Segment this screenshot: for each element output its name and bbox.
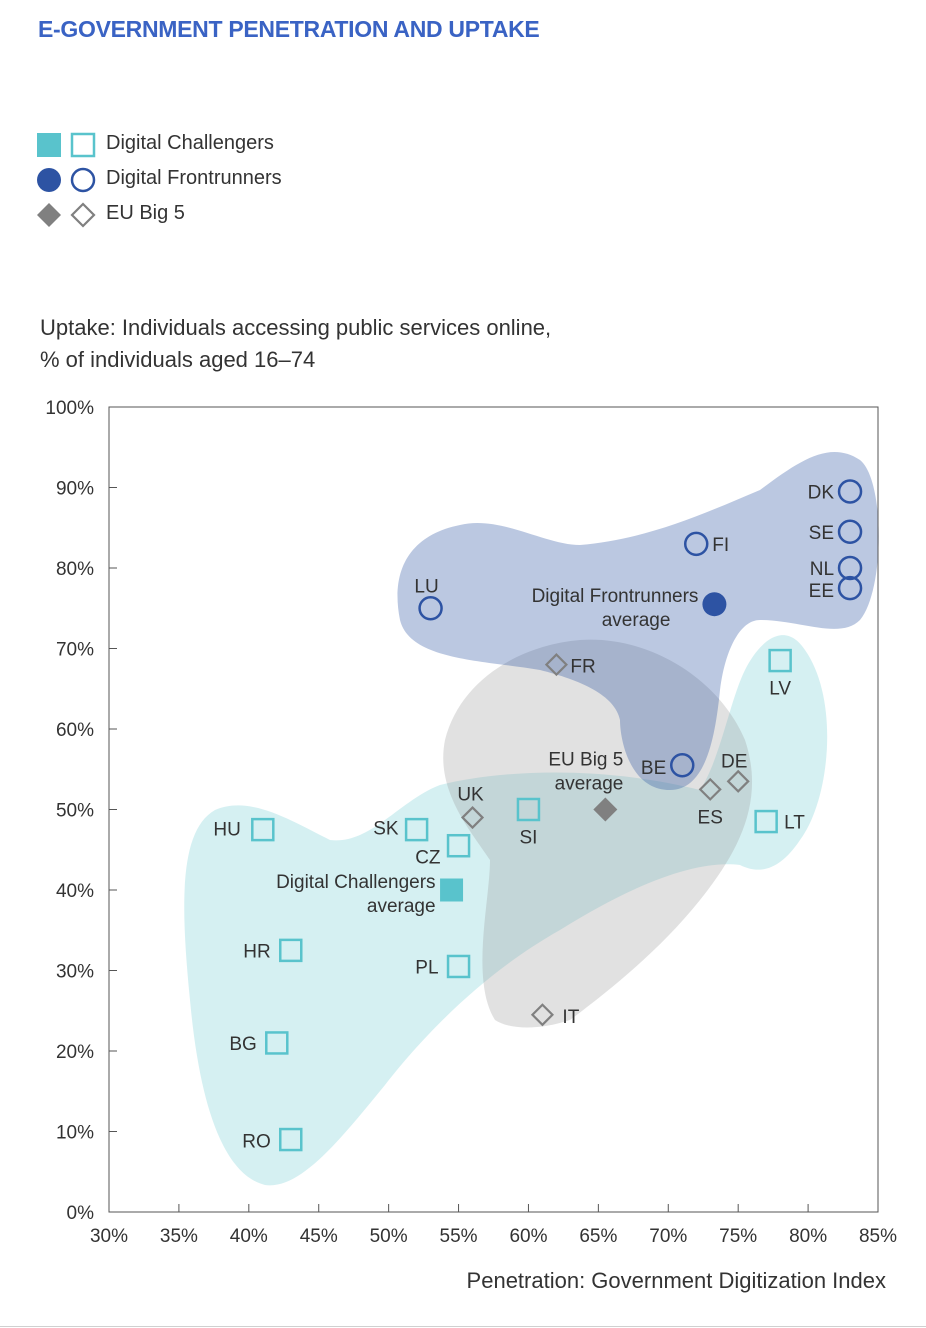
average-label-big5-line2: average	[554, 773, 624, 795]
y-tick-label: 40%	[55, 881, 94, 902]
point-label-sk: SK	[373, 818, 399, 840]
x-tick-label: 70%	[649, 1226, 688, 1247]
x-tick-label: 75%	[719, 1226, 758, 1247]
y-tick-label: 80%	[55, 559, 94, 580]
y-tick-label: 100%	[45, 398, 94, 419]
x-tick-label: 65%	[579, 1226, 618, 1247]
y-tick-label: 30%	[55, 961, 94, 983]
point-label-de: DE	[720, 751, 748, 773]
average-label-challengers-line1: Digital Challengers	[276, 872, 436, 893]
point-label-uk: UK	[457, 784, 484, 806]
point-label-lt: LT	[784, 812, 805, 834]
x-tick-label: 80%	[789, 1226, 828, 1247]
average-point-challengers	[440, 879, 463, 902]
legend-label-frontrunners: Digital Frontrunners	[106, 167, 282, 189]
y-tick-label: 70%	[55, 639, 94, 661]
point-label-it: IT	[562, 1006, 580, 1028]
point-label-hr: HR	[243, 941, 271, 963]
point-label-lu: LU	[414, 576, 439, 598]
point-label-fr: FR	[570, 656, 596, 678]
x-tick-label: 30%	[89, 1226, 129, 1247]
point-label-lv: LV	[769, 678, 792, 700]
point-label-si: SI	[519, 827, 538, 849]
average-label-frontrunners-line1: Digital Frontrunners	[531, 586, 699, 608]
point-label-pl: PL	[415, 957, 439, 979]
x-tick-label: 60%	[509, 1226, 548, 1247]
point-label-cz: CZ	[415, 847, 441, 869]
y-axis-title-line1: Uptake: Individuals accessing public services online,	[40, 315, 552, 340]
point-label-hu: HU	[213, 819, 241, 841]
legend-label-big5: EU Big 5	[106, 202, 185, 224]
chart-title: E-GOVERNMENT PENETRATION AND UPTAKE	[38, 16, 540, 42]
y-tick-label: 0%	[66, 1203, 94, 1224]
y-tick-label: 90%	[55, 478, 94, 500]
x-tick-label: 35%	[159, 1226, 198, 1247]
point-label-fi: FI	[712, 534, 730, 556]
point-label-es: ES	[697, 807, 723, 829]
point-label-be: BE	[640, 758, 667, 780]
average-label-challengers-line2: average	[366, 896, 436, 917]
x-tick-label: 85%	[858, 1226, 898, 1247]
average-label-frontrunners-line2: average	[601, 610, 671, 632]
point-label-dk: DK	[807, 482, 835, 504]
legend-label-challengers: Digital Challengers	[106, 132, 274, 154]
x-tick-label: 40%	[229, 1226, 268, 1247]
average-label-big5-line1: EU Big 5	[548, 749, 624, 771]
bottom-divider	[0, 1326, 926, 1327]
point-label-bg: BG	[229, 1033, 257, 1055]
y-tick-label: 60%	[55, 720, 94, 741]
cluster-shapes	[184, 452, 879, 1185]
point-label-ro: RO	[242, 1131, 271, 1153]
y-tick-label: 10%	[55, 1122, 94, 1144]
y-axis-title-line2: % of individuals aged 16–74	[40, 347, 316, 372]
point-label-se: SE	[808, 522, 835, 544]
x-tick-label: 45%	[299, 1226, 338, 1247]
point-label-nl: NL	[809, 559, 835, 580]
x-axis-title: Penetration: Government Digitization Index	[466, 1268, 886, 1293]
x-tick-label: 50%	[369, 1226, 408, 1247]
x-tick-label: 55%	[439, 1226, 478, 1247]
point-label-ee: EE	[808, 581, 835, 603]
y-tick-label: 50%	[55, 800, 94, 822]
average-point-frontrunners	[702, 592, 726, 616]
y-tick-label: 20%	[55, 1042, 94, 1063]
